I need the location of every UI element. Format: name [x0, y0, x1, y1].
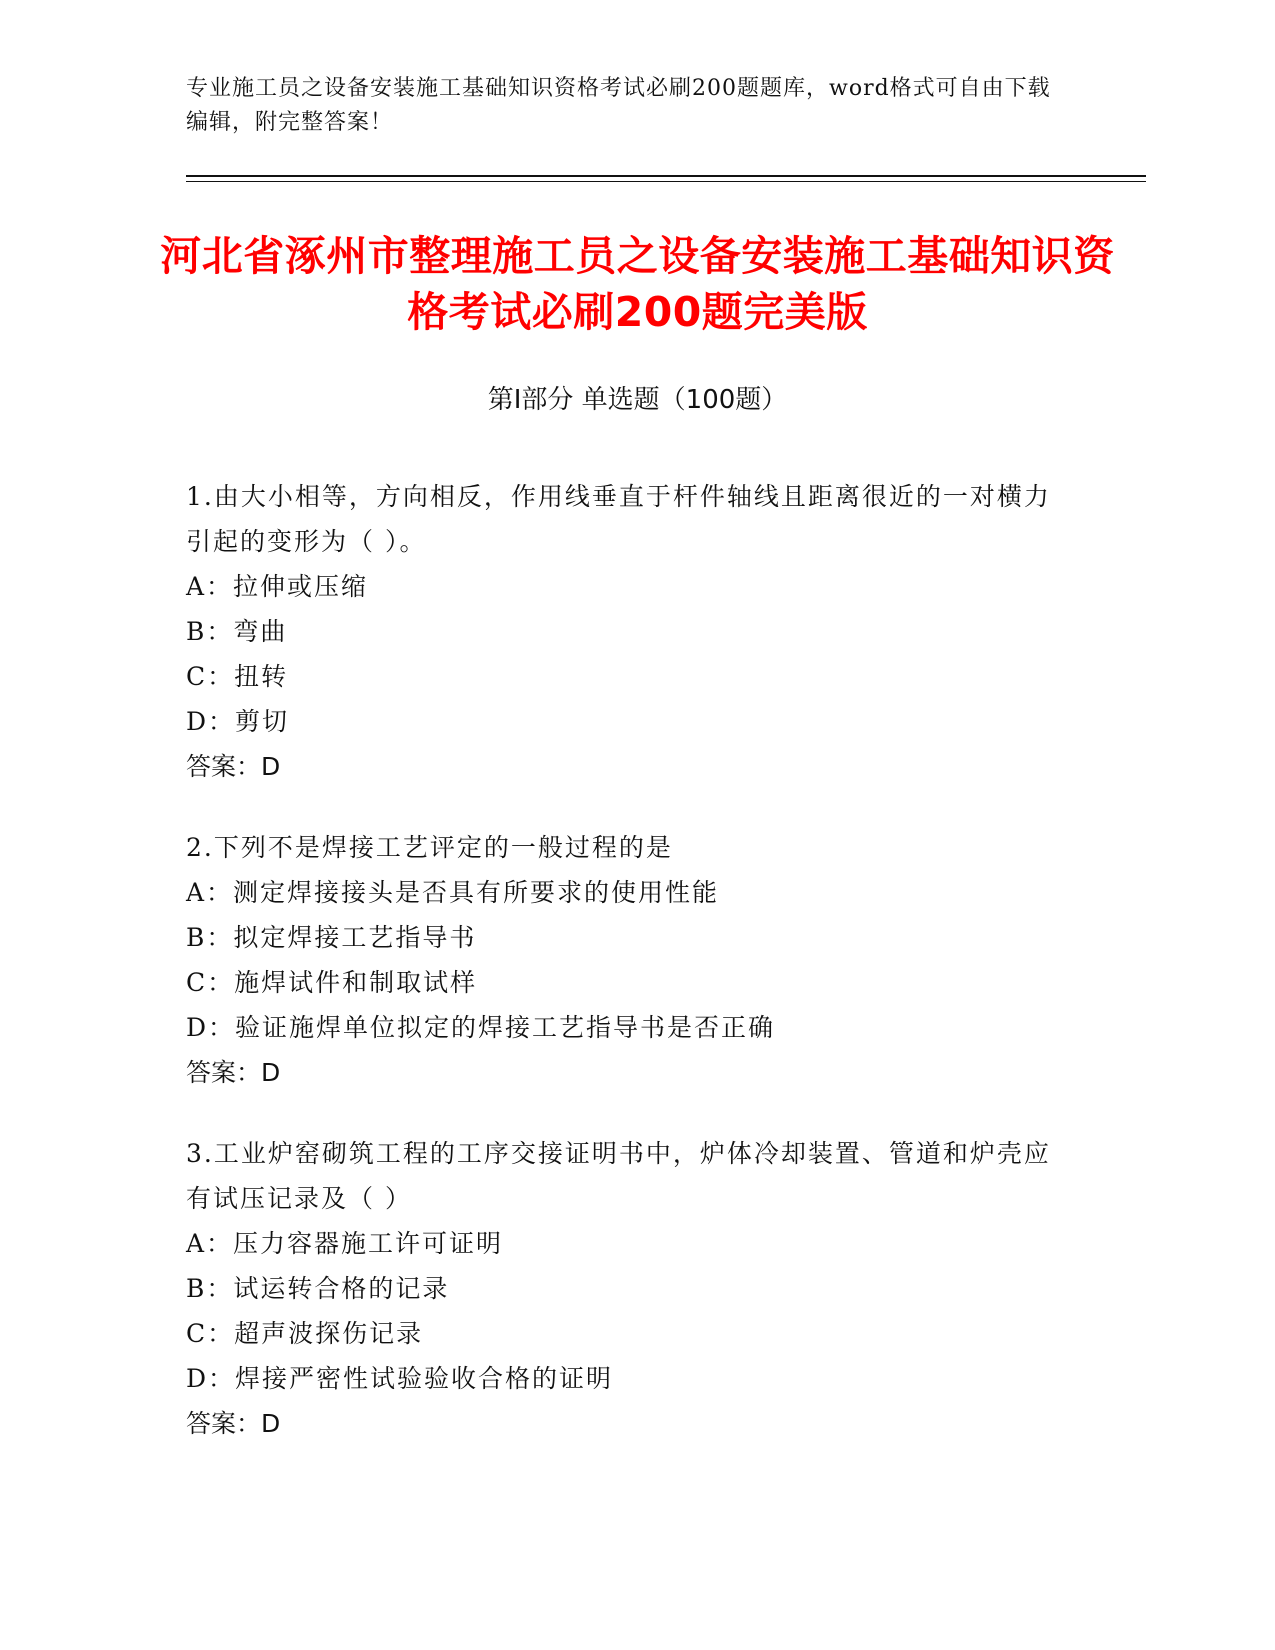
option-d: D：剪切: [186, 707, 290, 736]
option-d: D：焊接严密性试验验收合格的证明: [186, 1364, 614, 1393]
option-d: D：验证施焊单位拟定的焊接工艺指导书是否正确: [186, 1013, 776, 1042]
option-a: A：拉伸或压缩: [186, 572, 369, 601]
option-c: C：超声波探伤记录: [186, 1319, 424, 1348]
answer-line: 答案：D: [186, 1058, 281, 1087]
option-c: C：扭转: [186, 662, 289, 691]
question-item: [186, 825, 1066, 1095]
answer-line: 答案：D: [186, 752, 281, 781]
header-note: 专业施工员之设备安装施工基础知识资格考试必刷200题题库，word格式可自由下载编辑，附完整答案！: [186, 76, 1051, 135]
document-title: 河北省涿州市整理施工员之设备安装施工基础知识资格考试必刷200题完美版: [160, 232, 1115, 336]
option-a: A：压力容器施工许可证明: [186, 1229, 504, 1258]
question-item: [186, 474, 1066, 789]
question-list: [186, 474, 1066, 1482]
option-b: B：拟定焊接工艺指导书: [186, 923, 477, 952]
section-heading: 第Ⅰ部分 单选题（100题）: [487, 385, 788, 415]
question-stem: 2.下列不是焊接工艺评定的一般过程的是: [186, 833, 673, 862]
option-b: B：试运转合格的记录: [186, 1274, 450, 1303]
answer-line: 答案：D: [186, 1409, 281, 1438]
option-b: B：弯曲: [186, 617, 288, 646]
question-stem: 3.工业炉窑砌筑工程的工序交接证明书中，炉体冷却装置、管道和炉壳应有试压记录及（ ）: [186, 1139, 1051, 1213]
option-c: C：施焊试件和制取试样: [186, 968, 478, 997]
question-item: [186, 1131, 1066, 1446]
header-rule-thin: [186, 181, 1146, 182]
option-a: A：测定焊接接头是否具有所要求的使用性能: [186, 878, 720, 907]
header-rule-thick: [186, 175, 1146, 177]
question-stem: 1.由大小相等，方向相反，作用线垂直于杆件轴线且距离很近的一对横力引起的变形为（ ）。: [186, 482, 1051, 556]
